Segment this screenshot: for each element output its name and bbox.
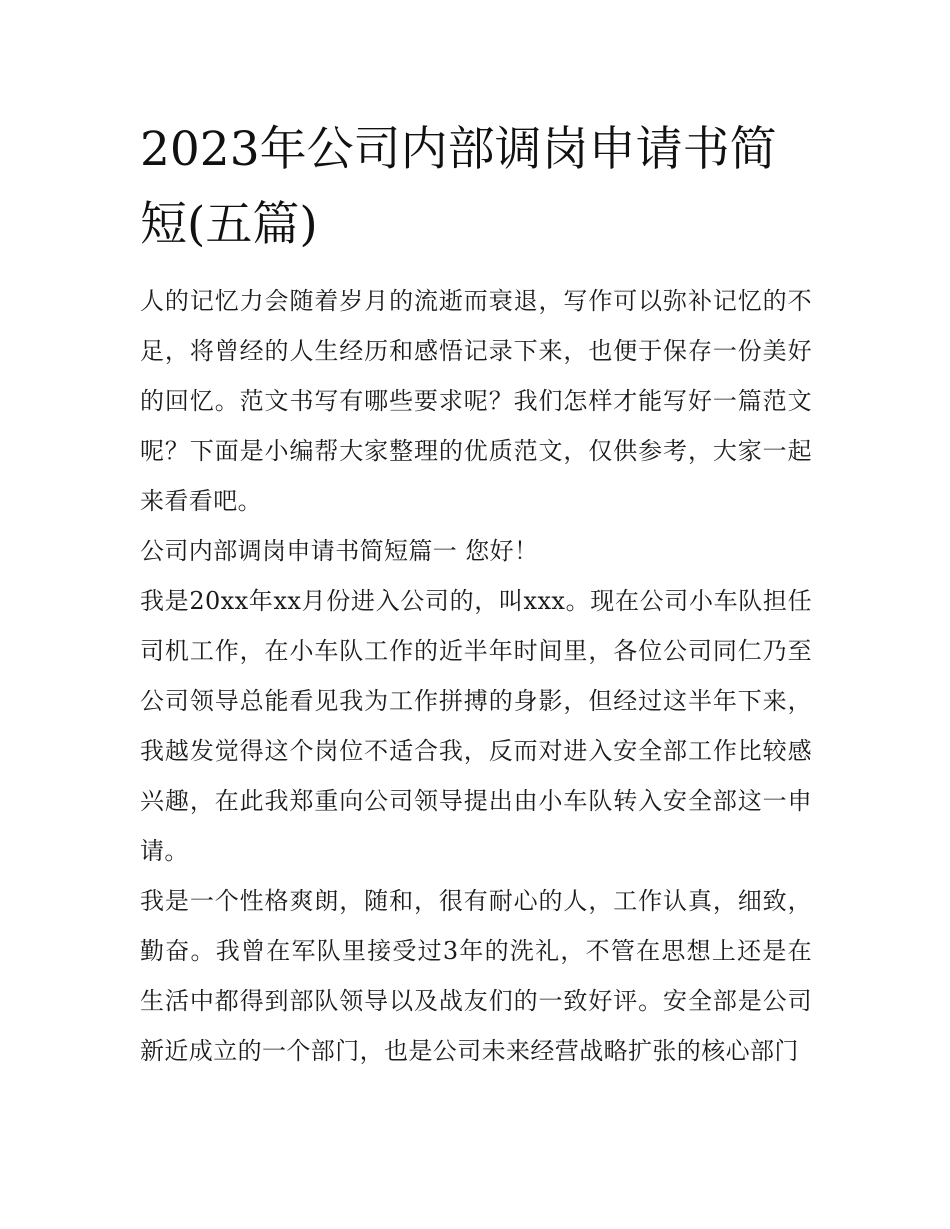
intro-paragraph: 人的记忆力会随着岁月的流逝而衰退，写作可以弥补记忆的不足，将曾经的人生经历和感悟记录下来，也便于保存一份美好的回忆。范文书写有哪些要求呢？我们怎样才能写好一篇范文呢？下面是小编帮大家整理的优质范文，仅供参考，大家一起来看看吧。	[140, 287, 812, 515]
title-line-1: 2023年公司内部调岗申请书简	[140, 122, 777, 177]
body-paragraph-1: 我是20xx年xx月份进入公司的，叫xxx。现在公司小车队担任司机工作，在小车队工作的近半年时间里，各位公司同仁乃至公司领导总能看见我为工作拼搏的身影，但经过这半年下来，我越发觉得这个岗位不适合我，反而对进入安全部工作比较感兴趣，在此我郑重向公司领导提出由小车队转入安全部这一申请。	[140, 587, 812, 865]
body-paragraph-2: 我是一个性格爽朗，随和，很有耐心的人，工作认真，细致，勤奋。我曾在军队里接受过3年的洗礼，不管在思想上还是在生活中都得到部队领导以及战友们的一致好评。安全部是公司新近成立的一个部门，也是公司未来经营战略扩张的核心部门	[140, 887, 812, 1065]
document-content	[140, 112, 812, 1076]
title-line-2: 短(五篇)	[140, 197, 318, 252]
section-heading-paragraph: 公司内部调岗申请书简短篇一 您好！	[140, 537, 539, 565]
document-title	[140, 112, 812, 262]
